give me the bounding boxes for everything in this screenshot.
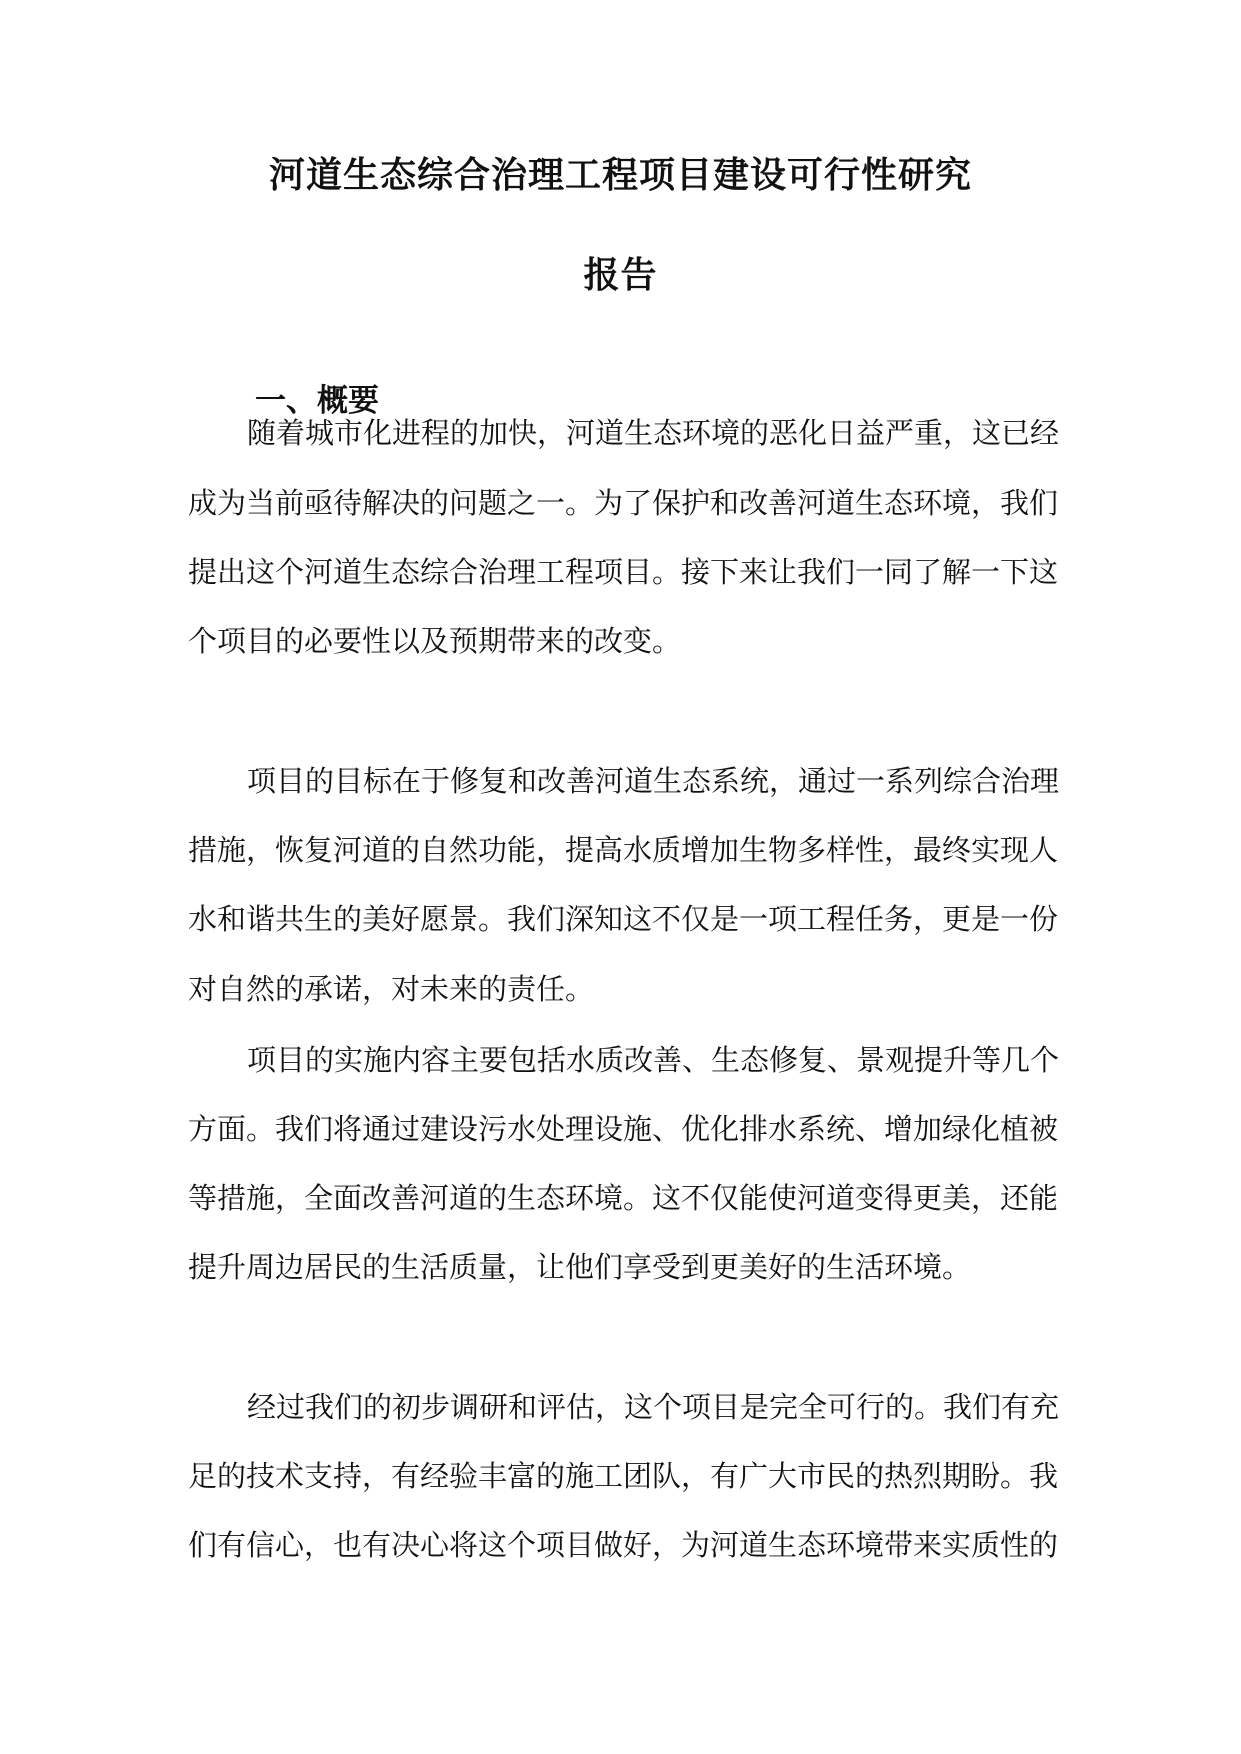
document-title-line-2: 报告 [583,255,658,296]
paragraph-4-line-3: 们有信心，也有决心将这个项目做好，为河道生态环境带来实质性的 [188,1528,1059,1562]
paragraph-1-line-3: 提出这个河道生态综合治理工程项目。接下来让我们一同了解一下这 [188,555,1059,589]
paragraph-1-line-2: 成为当前亟待解决的问题之一。为了保护和改善河道生态环境，我们 [188,486,1059,520]
paragraph-3-line-1: 项目的实施内容主要包括水质改善、生态修复、景观提升等几个 [247,1043,1060,1077]
paragraph-3-line-4: 提升周边居民的生活质量，让他们享受到更美好的生活环境。 [188,1250,972,1284]
paragraph-3-line-2: 方面。我们将通过建设污水处理设施、优化排水系统、增加绿化植被 [188,1112,1059,1146]
paragraph-1-line-1: 随着城市化进程的加快，河道生态环境的恶化日益严重，这已经 [247,416,1060,450]
document-title-line-1: 河道生态综合治理工程项目建设可行性研究 [268,155,972,196]
section-heading: 一、概要 [255,383,379,419]
paragraph-2-line-1: 项目的目标在于修复和改善河道生态系统，通过一系列综合治理 [247,764,1060,798]
paragraph-4-line-1: 经过我们的初步调研和评估，这个项目是完全可行的。我们有充 [247,1390,1060,1424]
paragraph-2-line-4: 对自然的承诺，对未来的责任。 [188,972,595,1006]
paragraph-2-line-2: 措施，恢复河道的自然功能，提高水质增加生物多样性，最终实现人 [188,833,1059,867]
paragraph-1-line-4: 个项目的必要性以及预期带来的改变。 [188,624,682,658]
paragraph-4-line-2: 足的技术支持，有经验丰富的施工团队，有广大市民的热烈期盼。我 [188,1459,1059,1493]
paragraph-3-line-3: 等措施，全面改善河道的生态环境。这不仅能使河道变得更美，还能 [188,1181,1059,1215]
paragraph-2-line-3: 水和谐共生的美好愿景。我们深知这不仅是一项工程任务，更是一份 [188,902,1059,936]
